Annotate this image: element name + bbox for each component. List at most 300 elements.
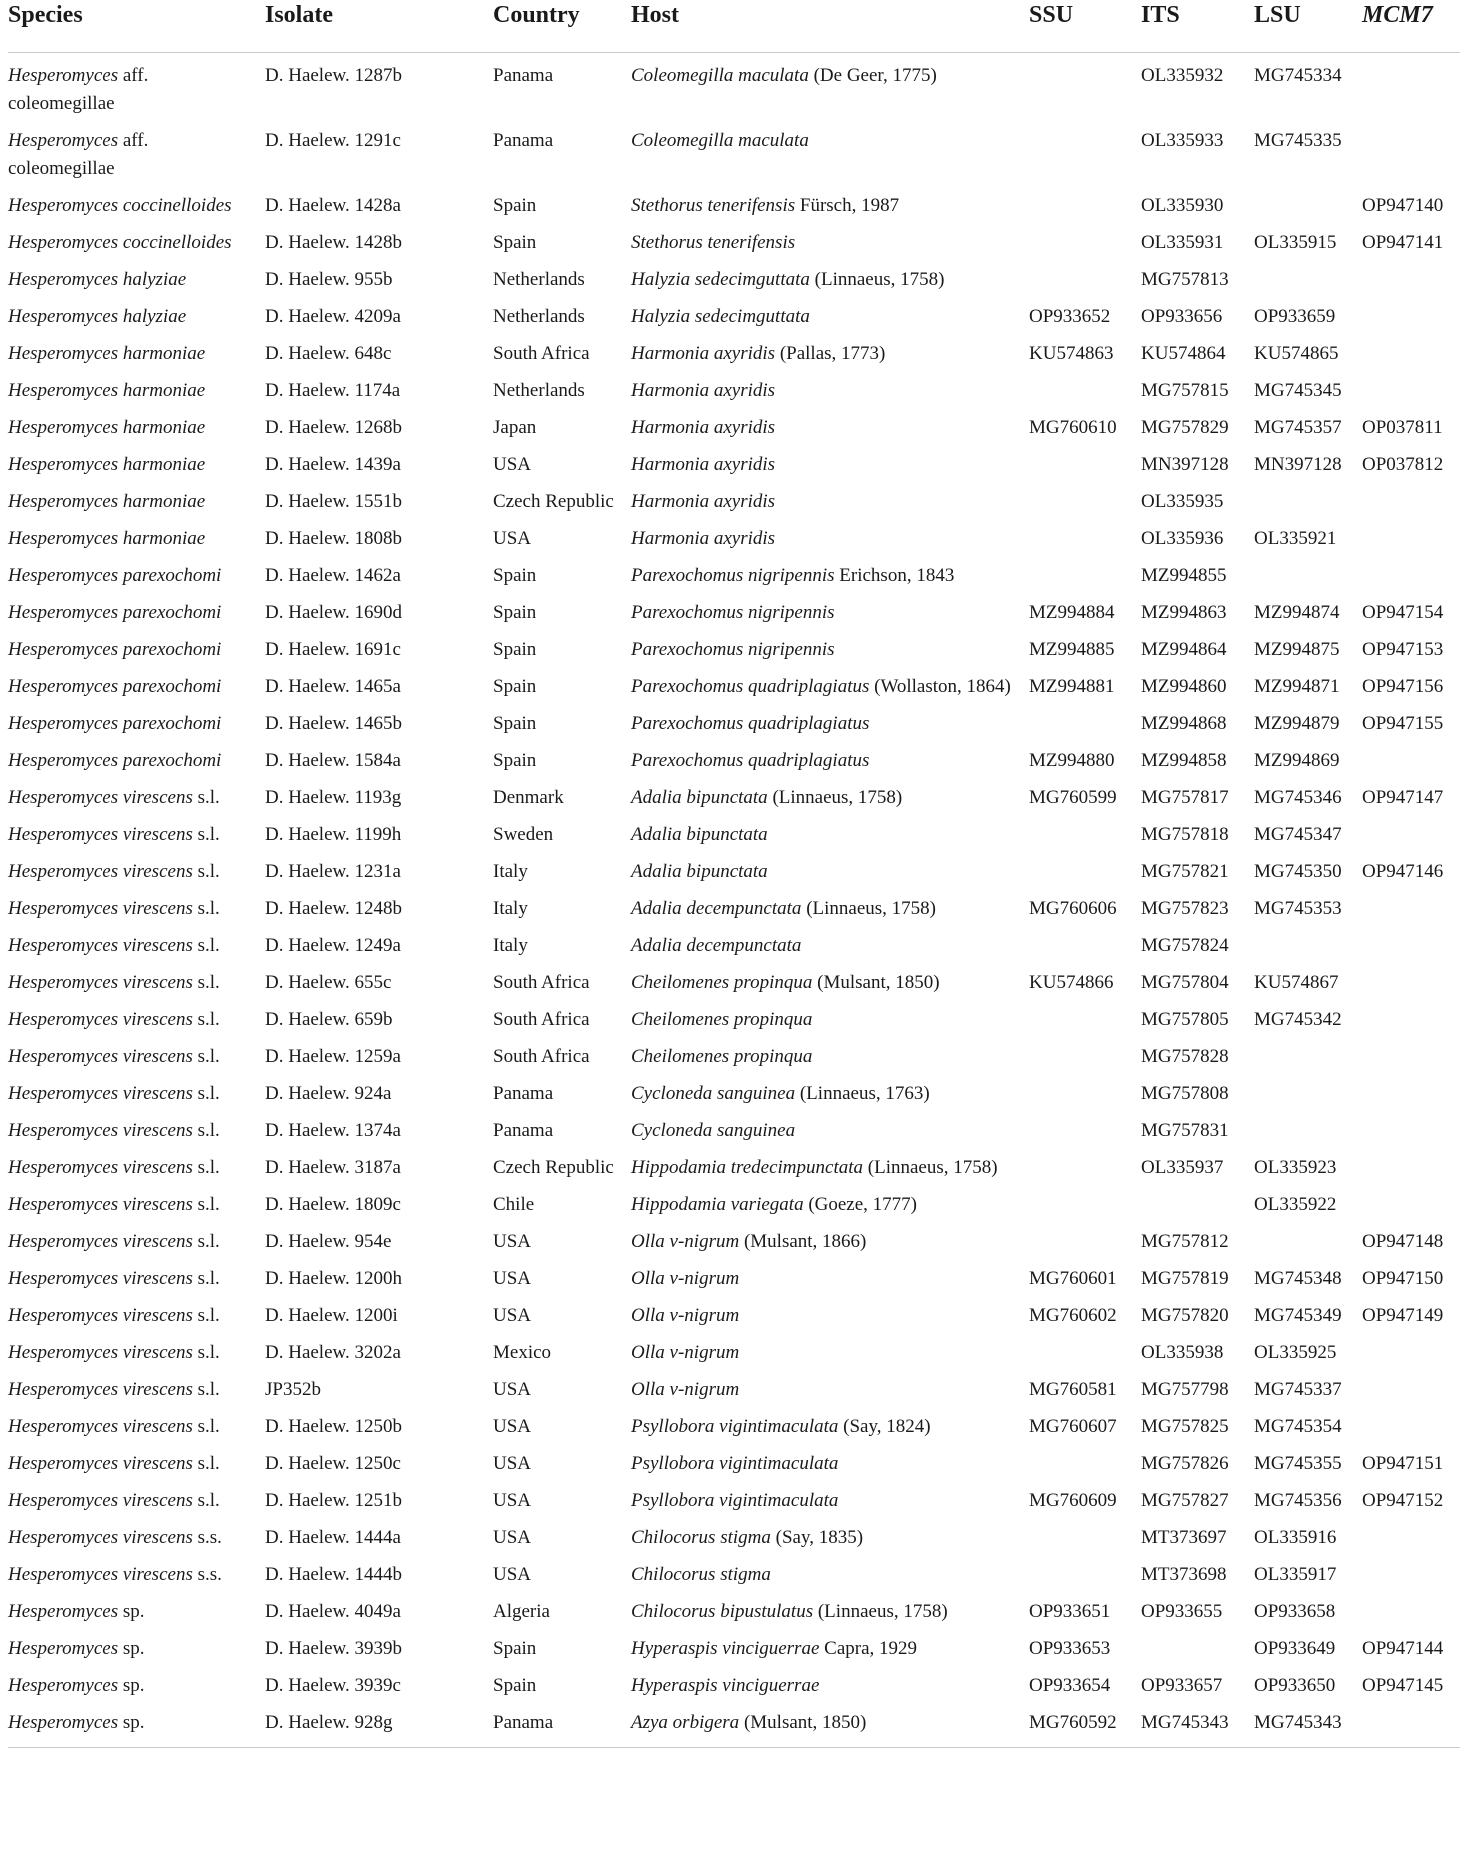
table-row [8, 479, 1460, 516]
cell-lsu: MZ994874 [1254, 602, 1340, 623]
host-name: Olla v-nigrum [631, 1268, 740, 1289]
species-suffix: s.l. [192, 861, 220, 882]
table-row [8, 1441, 1460, 1478]
species-epithet: virescens [122, 972, 193, 993]
table-row [8, 701, 1460, 738]
cell-its: MG757829 [1141, 417, 1229, 438]
cell-lsu [1254, 553, 1362, 590]
cell-isolate: D. Haelew. 1199h [265, 824, 402, 845]
cell-its: MZ994855 [1141, 565, 1227, 586]
cell-ssu: MZ994884 [1029, 602, 1115, 623]
cell-isolate: D. Haelew. 3202a [265, 1342, 401, 1363]
host-name: Stethorus tenerifensis [631, 232, 796, 253]
cell-ssu: OP933654 [1029, 1675, 1111, 1696]
cell-lsu: OL335915 [1254, 232, 1337, 253]
cell-species [8, 1293, 265, 1330]
cell-mcm7 [1362, 331, 1460, 368]
table-row [8, 627, 1460, 664]
cell-host [631, 405, 1029, 442]
species-epithet: virescens [122, 1416, 193, 1437]
cell-country: Spain [493, 1638, 537, 1659]
cell-country: Panama [493, 1083, 554, 1104]
cell-ssu [1029, 1145, 1141, 1182]
table-row [8, 1367, 1460, 1404]
species-genus: Hesperomyces [8, 306, 119, 327]
cell-species [8, 775, 265, 812]
species-epithet: virescens [122, 1009, 193, 1030]
table-row [8, 1515, 1460, 1552]
cell-host [631, 331, 1029, 368]
cell-ssu: OP933651 [1029, 1601, 1111, 1622]
cell-host [631, 1219, 1029, 1256]
cell-mcm7: OP947155 [1362, 713, 1444, 734]
species-epithet: halyziae [122, 269, 187, 290]
cell-lsu: MZ994871 [1254, 676, 1340, 697]
host-name: Stethorus tenerifensis [631, 195, 796, 216]
cell-lsu [1254, 1219, 1362, 1256]
cell-its: MZ994864 [1141, 639, 1227, 660]
cell-lsu: MG745354 [1254, 1416, 1342, 1437]
species-genus: Hesperomyces [8, 1453, 119, 1474]
cell-lsu: MG745348 [1254, 1268, 1342, 1289]
cell-isolate: D. Haelew. 1251b [265, 1490, 403, 1511]
cell-lsu: OP933659 [1254, 306, 1336, 327]
species-suffix: s.l. [192, 1305, 220, 1326]
table-row [8, 1219, 1460, 1256]
cell-species [8, 1404, 265, 1441]
cell-isolate: D. Haelew. 1268b [265, 417, 403, 438]
cell-country: Italy [493, 935, 528, 956]
species-epithet: parexochomi [122, 713, 222, 734]
cell-isolate: D. Haelew. 655c [265, 972, 392, 993]
cell-its: MT373698 [1141, 1564, 1227, 1585]
host-name: Halyzia sedecimguttata [631, 306, 810, 327]
table-row [8, 1330, 1460, 1367]
cell-its: MG757824 [1141, 935, 1229, 956]
header-mcm7: MCM7 [1362, 0, 1460, 53]
cell-species [8, 849, 265, 886]
cell-lsu: MG745357 [1254, 417, 1342, 438]
cell-country: South Africa [493, 1009, 590, 1030]
cell-mcm7: OP947153 [1362, 639, 1444, 660]
host-name: Psyllobora vigintimaculata [631, 1490, 839, 1511]
cell-ssu: MG760602 [1029, 1305, 1117, 1326]
species-suffix: s.l. [192, 1194, 220, 1215]
cell-mcm7 [1362, 812, 1460, 849]
species-epithet: harmoniae [122, 417, 206, 438]
species-suffix: s.l. [192, 1231, 220, 1252]
cell-mcm7 [1362, 960, 1460, 997]
cell-lsu: OL335925 [1254, 1342, 1337, 1363]
cell-isolate: D. Haelew. 1231a [265, 861, 401, 882]
cell-isolate: D. Haelew. 4049a [265, 1601, 401, 1622]
cell-mcm7 [1362, 1404, 1460, 1441]
header-its: ITS [1141, 0, 1254, 53]
table-row [8, 368, 1460, 405]
host-author: Erichson, 1843 [834, 565, 955, 586]
cell-lsu: OL335917 [1254, 1564, 1337, 1585]
cell-species [8, 442, 265, 479]
cell-isolate: D. Haelew. 1250b [265, 1416, 403, 1437]
cell-country: Spain [493, 676, 537, 697]
host-name: Adalia bipunctata [631, 824, 768, 845]
cell-ssu [1029, 1034, 1141, 1071]
species-genus: Hesperomyces [8, 639, 119, 660]
cell-lsu [1254, 1071, 1362, 1108]
cell-lsu: OP933658 [1254, 1601, 1336, 1622]
cell-host [631, 997, 1029, 1034]
host-name: Psyllobora vigintimaculata [631, 1416, 839, 1437]
cell-species [8, 1589, 265, 1626]
cell-country: USA [493, 1490, 532, 1511]
species-genus: Hesperomyces [8, 1638, 119, 1659]
cell-host [631, 1404, 1029, 1441]
table-row [8, 331, 1460, 368]
host-author: (Say, 1824) [838, 1416, 931, 1437]
species-suffix: s.l. [192, 1120, 220, 1141]
species-genus: Hesperomyces [8, 972, 119, 993]
cell-ssu: MG760609 [1029, 1490, 1117, 1511]
cell-species [8, 1182, 265, 1219]
cell-country: Spain [493, 232, 537, 253]
host-name: Cycloneda sanguinea [631, 1120, 796, 1141]
table-row [8, 1478, 1460, 1515]
species-suffix: s.l. [192, 787, 220, 808]
cell-host [631, 220, 1029, 257]
cell-lsu: OP933650 [1254, 1675, 1336, 1696]
cell-its: MG757798 [1141, 1379, 1229, 1400]
species-genus: Hesperomyces [8, 65, 119, 86]
cell-its: OL335930 [1141, 195, 1224, 216]
cell-host [631, 516, 1029, 553]
cell-ssu: MG760581 [1029, 1379, 1117, 1400]
table-row [8, 1663, 1460, 1700]
cell-mcm7: OP037811 [1362, 417, 1443, 438]
species-epithet: virescens [122, 1527, 193, 1548]
cell-mcm7 [1362, 1034, 1460, 1071]
cell-its: MG757819 [1141, 1268, 1229, 1289]
header-species: Species [8, 0, 265, 53]
cell-isolate: D. Haelew. 3939c [265, 1675, 401, 1696]
cell-its: MG745343 [1141, 1700, 1254, 1748]
cell-country: USA [493, 454, 532, 475]
species-epithet: virescens [122, 1046, 193, 1067]
cell-species [8, 1700, 265, 1748]
species-epithet: sp. [122, 1675, 145, 1696]
table-row [8, 118, 1460, 183]
cell-species [8, 368, 265, 405]
header-country: Country [493, 0, 631, 53]
table-body [8, 53, 1460, 1748]
cell-country: Spain [493, 1675, 537, 1696]
table-row [8, 183, 1460, 220]
host-name: Adalia bipunctata [631, 861, 768, 882]
host-name: Adalia bipunctata [631, 787, 768, 808]
cell-ssu: MG760592 [1029, 1700, 1141, 1748]
cell-country: Netherlands [493, 380, 585, 401]
cell-isolate: D. Haelew. 659b [265, 1009, 393, 1030]
cell-lsu: MG745345 [1254, 380, 1342, 401]
species-epithet: parexochomi [122, 602, 222, 623]
cell-host [631, 1034, 1029, 1071]
cell-isolate: D. Haelew. 1691c [265, 639, 401, 660]
cell-ssu [1029, 479, 1141, 516]
table-row [8, 738, 1460, 775]
species-genus: Hesperomyces [8, 380, 119, 401]
cell-country: Panama [493, 1700, 631, 1748]
cell-mcm7: OP947140 [1362, 195, 1444, 216]
species-genus: Hesperomyces [8, 1046, 119, 1067]
table-row [8, 53, 1460, 119]
cell-its: MG757825 [1141, 1416, 1229, 1437]
cell-species [8, 997, 265, 1034]
cell-isolate: D. Haelew. 1200h [265, 1268, 403, 1289]
cell-isolate: D. Haelew. 1690d [265, 602, 403, 623]
cell-isolate: D. Haelew. 1248b [265, 898, 403, 919]
cell-species [8, 812, 265, 849]
cell-ssu [1029, 257, 1141, 294]
cell-its: MG757826 [1141, 1453, 1229, 1474]
species-suffix: s.s. [192, 1564, 222, 1585]
cell-isolate: D. Haelew. 4209a [265, 306, 401, 327]
host-author: (Linnaeus, 1758) [863, 1157, 998, 1178]
cell-mcm7 [1362, 886, 1460, 923]
cell-host [631, 960, 1029, 997]
species-epithet: virescens [122, 1231, 193, 1252]
cell-mcm7 [1362, 1071, 1460, 1108]
cell-ssu: MG760607 [1029, 1416, 1117, 1437]
cell-ssu [1029, 1219, 1141, 1256]
cell-species [8, 960, 265, 997]
cell-ssu: MG760601 [1029, 1268, 1117, 1289]
species-epithet: virescens [122, 898, 193, 919]
cell-isolate: D. Haelew. 1439a [265, 454, 401, 475]
cell-country: South Africa [493, 1046, 590, 1067]
species-genus: Hesperomyces [8, 195, 119, 216]
cell-lsu: OL335916 [1254, 1527, 1337, 1548]
cell-mcm7 [1362, 1108, 1460, 1145]
species-epithet: virescens [122, 824, 193, 845]
species-epithet: sp. [122, 1601, 145, 1622]
cell-country: Spain [493, 195, 537, 216]
species-genus: Hesperomyces [8, 1527, 119, 1548]
cell-isolate: D. Haelew. 1462a [265, 565, 401, 586]
species-epithet: virescens [122, 1342, 193, 1363]
host-name: Harmonia axyridis [631, 528, 776, 549]
cell-mcm7: OP947156 [1362, 676, 1444, 697]
host-name: Olla v-nigrum [631, 1305, 740, 1326]
cell-ssu: MG760606 [1029, 898, 1117, 919]
species-genus: Hesperomyces [8, 343, 119, 364]
cell-host [631, 1589, 1029, 1626]
host-author: Capra, 1929 [819, 1638, 918, 1659]
cell-host [631, 1071, 1029, 1108]
host-name: Chilocorus bipustulatus [631, 1601, 814, 1622]
species-genus: Hesperomyces [8, 1675, 119, 1696]
header-row [8, 0, 1460, 53]
cell-ssu: MZ994881 [1029, 676, 1115, 697]
table-row [8, 442, 1460, 479]
table-row [8, 590, 1460, 627]
species-suffix: s.l. [192, 824, 220, 845]
cell-species [8, 886, 265, 923]
cell-country: USA [493, 1268, 532, 1289]
cell-ssu [1029, 1182, 1141, 1219]
cell-mcm7 [1362, 53, 1460, 119]
cell-species [8, 1663, 265, 1700]
cell-isolate: D. Haelew. 928g [265, 1700, 493, 1748]
cell-its: MZ994860 [1141, 676, 1227, 697]
host-author: (Mulsant, 1850) [739, 1712, 867, 1733]
table-row [8, 516, 1460, 553]
species-genus: Hesperomyces [8, 898, 119, 919]
host-author: (Mulsant, 1866) [739, 1231, 867, 1252]
species-genus: Hesperomyces [8, 602, 119, 623]
cell-lsu: OL335923 [1254, 1157, 1337, 1178]
cell-ssu [1029, 701, 1141, 738]
cell-host [631, 1293, 1029, 1330]
cell-country: Italy [493, 861, 528, 882]
species-epithet: parexochomi [122, 565, 222, 586]
cell-host [631, 479, 1029, 516]
cell-ssu [1029, 849, 1141, 886]
cell-its: OL335937 [1141, 1157, 1224, 1178]
species-genus: Hesperomyces [8, 1009, 119, 1030]
cell-mcm7 [1362, 1182, 1460, 1219]
cell-lsu: MG745355 [1254, 1453, 1342, 1474]
cell-host [631, 627, 1029, 664]
cell-country: USA [493, 1416, 532, 1437]
species-epithet: virescens [122, 1453, 193, 1474]
host-name: Hyperaspis vinciguerrae [631, 1675, 820, 1696]
host-name: Harmonia axyridis [631, 491, 776, 512]
cell-its: MG757818 [1141, 824, 1229, 845]
cell-isolate: D. Haelew. 3187a [265, 1157, 401, 1178]
cell-host [631, 664, 1029, 701]
cell-host [631, 1108, 1029, 1145]
species-genus: Hesperomyces [8, 713, 119, 734]
table-row [8, 257, 1460, 294]
species-epithet: virescens [122, 1379, 193, 1400]
cell-its: OL335936 [1141, 528, 1224, 549]
cell-country: USA [493, 528, 532, 549]
cell-species [8, 627, 265, 664]
species-epithet: virescens [122, 787, 193, 808]
host-name: Chilocorus stigma [631, 1564, 771, 1585]
cell-mcm7 [1362, 1145, 1460, 1182]
cell-lsu: MG745356 [1254, 1490, 1342, 1511]
host-name: Harmonia axyridis [631, 343, 776, 364]
cell-lsu: MG745350 [1254, 861, 1342, 882]
cell-lsu: MG745343 [1254, 1700, 1362, 1748]
species-epithet: harmoniae [122, 454, 206, 475]
header-host: Host [631, 0, 1029, 53]
host-name: Parexochomus quadriplagiatus [631, 676, 870, 697]
table-row [8, 1700, 1460, 1748]
table-row [8, 1145, 1460, 1182]
cell-host [631, 1441, 1029, 1478]
cell-lsu: KU574867 [1254, 972, 1339, 993]
cell-country: Japan [493, 417, 537, 438]
host-name: Harmonia axyridis [631, 380, 776, 401]
species-suffix: s.l. [192, 1453, 220, 1474]
cell-lsu: MZ994869 [1254, 750, 1340, 771]
species-epithet: virescens [122, 1194, 193, 1215]
species-epithet: harmoniae [122, 380, 206, 401]
cell-country: USA [493, 1564, 532, 1585]
cell-its [1141, 1182, 1254, 1219]
cell-species [8, 1330, 265, 1367]
host-author: (Goeze, 1777) [803, 1194, 918, 1215]
cell-host [631, 368, 1029, 405]
cell-country: Spain [493, 565, 537, 586]
species-epithet: aff. coleomegillae [8, 130, 149, 179]
host-name: Hippodamia tredecimpunctata [631, 1157, 864, 1178]
header-ssu: SSU [1029, 0, 1141, 53]
cell-host [631, 738, 1029, 775]
species-genus: Hesperomyces [8, 130, 119, 151]
cell-host [631, 1367, 1029, 1404]
cell-its: MN397128 [1141, 454, 1229, 475]
cell-species [8, 1108, 265, 1145]
cell-isolate: JP352b [265, 1379, 321, 1400]
cell-ssu [1029, 1071, 1141, 1108]
host-author: Fürsch, 1987 [795, 195, 900, 216]
host-name: Azya orbigera [631, 1712, 740, 1733]
cell-host [631, 701, 1029, 738]
host-name: Adalia decempunctata [631, 898, 802, 919]
cell-lsu: KU574865 [1254, 343, 1339, 364]
host-author: (De Geer, 1775) [808, 65, 937, 86]
host-name: Halyzia sedecimguttata [631, 269, 810, 290]
cell-host [631, 553, 1029, 590]
cell-its: OL335932 [1141, 65, 1224, 86]
cell-host [631, 812, 1029, 849]
species-suffix: s.l. [192, 898, 220, 919]
cell-its: MG757820 [1141, 1305, 1229, 1326]
species-epithet: halyziae [122, 306, 187, 327]
host-name: Parexochomus nigripennis [631, 565, 835, 586]
cell-lsu: MG745349 [1254, 1305, 1342, 1326]
cell-country: Spain [493, 713, 537, 734]
cell-mcm7 [1362, 479, 1460, 516]
host-author: (Linnaeus, 1758) [813, 1601, 948, 1622]
cell-host [631, 1478, 1029, 1515]
species-genus: Hesperomyces [8, 750, 119, 771]
table-row [8, 294, 1460, 331]
species-epithet: virescens [122, 1120, 193, 1141]
cell-country: Sweden [493, 824, 554, 845]
cell-species [8, 257, 265, 294]
cell-lsu: MG745337 [1254, 1379, 1342, 1400]
host-name: Psyllobora vigintimaculata [631, 1453, 839, 1474]
cell-country: Netherlands [493, 269, 585, 290]
cell-species [8, 664, 265, 701]
cell-lsu: OP933649 [1254, 1638, 1336, 1659]
cell-species [8, 1256, 265, 1293]
table-row [8, 1293, 1460, 1330]
cell-country: Chile [493, 1194, 535, 1215]
species-genus: Hesperomyces [8, 1416, 119, 1437]
cell-isolate: D. Haelew. 1444b [265, 1564, 403, 1585]
cell-species [8, 53, 265, 119]
host-author: (Say, 1835) [770, 1527, 864, 1548]
cell-species [8, 516, 265, 553]
table-row [8, 1552, 1460, 1589]
host-name: Cheilomenes propinqua [631, 1009, 813, 1030]
cell-its [1141, 1626, 1254, 1663]
species-genus: Hesperomyces [8, 491, 119, 512]
